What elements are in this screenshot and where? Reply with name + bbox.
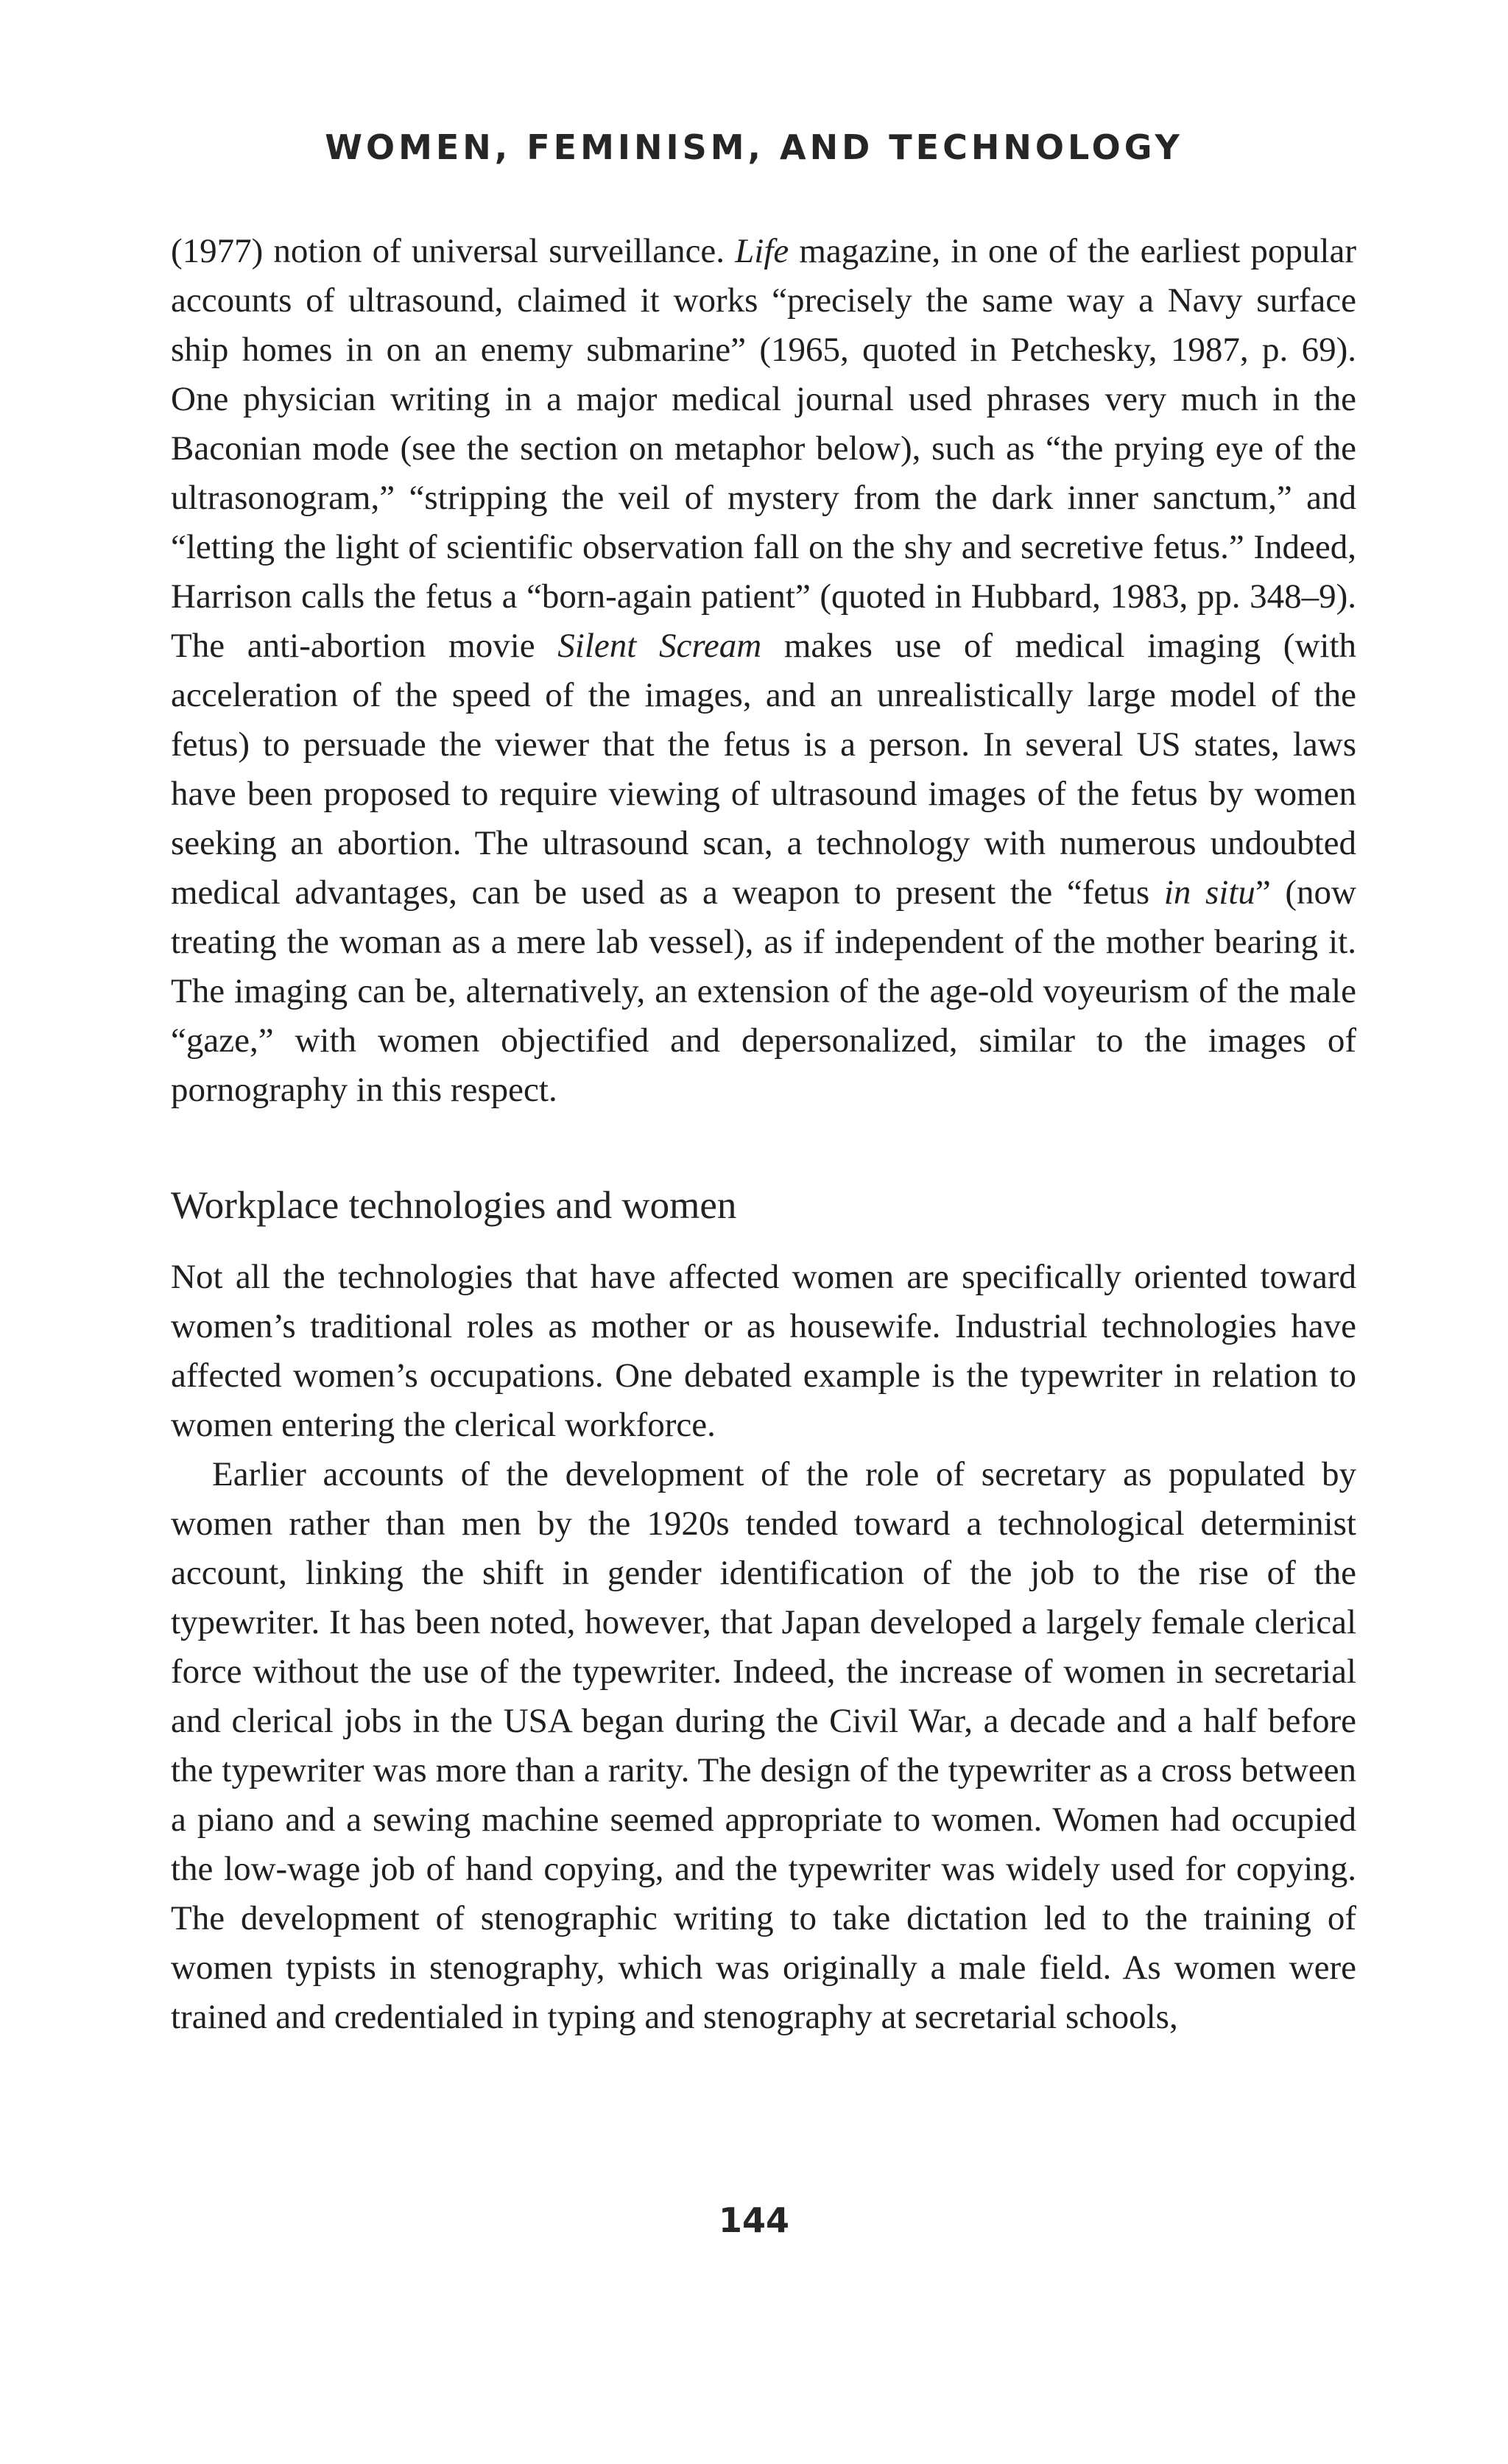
italic-title-silent-scream: Silent Scream (557, 627, 762, 665)
paragraph-1-text-3: makes use of medical imaging (with acceleration of the speed of the images, and an unrealistically large model of the fetus) to persuade the viewer that the fetus is a person. In several US states, laws have been proposed to require viewing of ultrasound images of the fetus by women seeking an abortion. The ultrasound scan, a technology with numerous undoubted medical advantages, can be used as a weapon to present the “fetus (171, 627, 1356, 912)
paragraph-workplace-intro: Not all the technologies that have affected women are specifically oriented toward women’s traditional roles as mother or as housewife. Industrial technologies have affected women’s occupations. One debated example is the typewriter in relation to women entering the clerical workforce. (171, 1258, 1356, 1444)
paragraph-1-text-2: magazine, in one of the earliest popular accounts of ultrasound, claimed it works “precisely the same way a Navy surface ship homes in on an enemy submarine” (1965, quoted in Petchesky, 1987, p. 69). One physician writing in a major medical journal used phrases very much in the Baconian mode (see the section on metaphor below), such as “the prying eye of the ultrasonogram,” “stripping the veil of mystery from the dark inner sanctum,” and “letting the light of scientific observation fall on the shy and secretive fetus.” Indeed, Harrison calls the fetus a “born-again patient” (quoted in Hubbard, 1983, pp. 348–9). The anti-abortion movie (171, 232, 1356, 665)
italic-term-in-situ: in situ (1163, 873, 1255, 912)
section-heading: Workplace technologies and women (171, 1184, 737, 1227)
body-text (171, 227, 1356, 2042)
paragraph-typewriter: Earlier accounts of the development of the role of secretary as populated by women rather than men by the 1920s tended toward a technological determinist account, linking the shift in gender identification of the job to the rise of the typewriter. It has been noted, however, that Japan developed a largely female clerical force without the use of the typewriter. Indeed, the increase of women in secretarial and clerical jobs in the USA began during the Civil War, a decade and a half before the typewriter was more than a rarity. The design of the typewriter as a cross between a piano and a sewing machine seemed appropriate to women. Women had occupied the low-wage job of hand copying, and the typewriter was widely used for copying. The development of stenographic writing to take dictation led to the training of women typists in stenography, which was originally a male field. As women were trained and credentialed in typing and stenography at secretarial schools, (171, 1455, 1356, 2036)
paragraph-surveillance (171, 227, 1356, 1115)
paragraph-1-text-4: ” (now treating the woman as a mere lab vessel), as if independent of the mother bearing it. The imaging can be, alternatively, an extension of the age-old voyeurism of the male “gaze,” with women objectified and depersonalized, similar to the images of pornography in this respect. (171, 873, 1356, 1109)
page-number: 144 (718, 2200, 790, 2240)
running-head: WOMEN, FEMINISM, AND TECHNOLOGY (325, 127, 1183, 167)
italic-title-life: Life (735, 232, 789, 270)
paragraph-1-text-1: (1977) notion of universal surveillance. (171, 232, 736, 270)
